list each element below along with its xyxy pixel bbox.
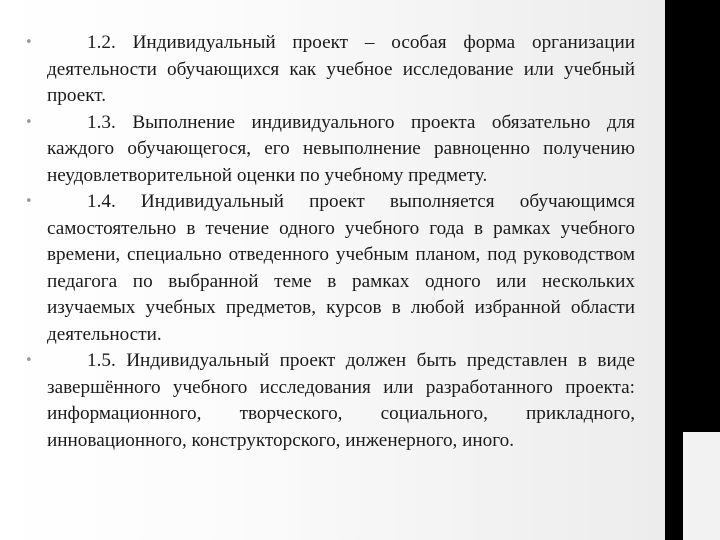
bullet-icon: • <box>25 35 33 50</box>
bullet-icon: • <box>25 353 33 368</box>
list-item-1-5 <box>25 348 635 454</box>
bullet-icon: • <box>25 114 33 130</box>
list-item-text: 1.4. Индивидуальный проект выполняется обучающимся самостоятельно в течение одного учебного года в рамках учебного времени, специально отведенного учебным планом, под руководством педагога по выбранной теме в рамках одного или нескольких изучаемых учебных предметов, курсов в любой избранной области деятельности. <box>47 191 635 345</box>
list-item-1-3 <box>25 110 635 190</box>
slide-content <box>25 30 635 454</box>
list-item-1-2 <box>25 30 635 110</box>
list-item-text: 1.3. Выполнение индивидуального проекта обязательно для каждого обучающегося, его невыполнение равноценно получению неудовлетворительной оценки по учебному предмету. <box>47 111 635 186</box>
list-item-text: 1.5. Индивидуальный проект должен быть представлен в виде завершённого учебного исследования или разработанного проекта: информационного, творческого, социального, прикладного, инновационного, конструкторского, инженерного, иного. <box>47 350 635 451</box>
bullet-icon: • <box>25 194 33 209</box>
list-item-1-4 <box>25 189 635 348</box>
list-item-text: 1.2. Индивидуальный проект – особая форма организации деятельности обучающихся как учебное исследование или учебный проект. <box>47 32 635 106</box>
decorative-side-accent <box>683 432 720 540</box>
